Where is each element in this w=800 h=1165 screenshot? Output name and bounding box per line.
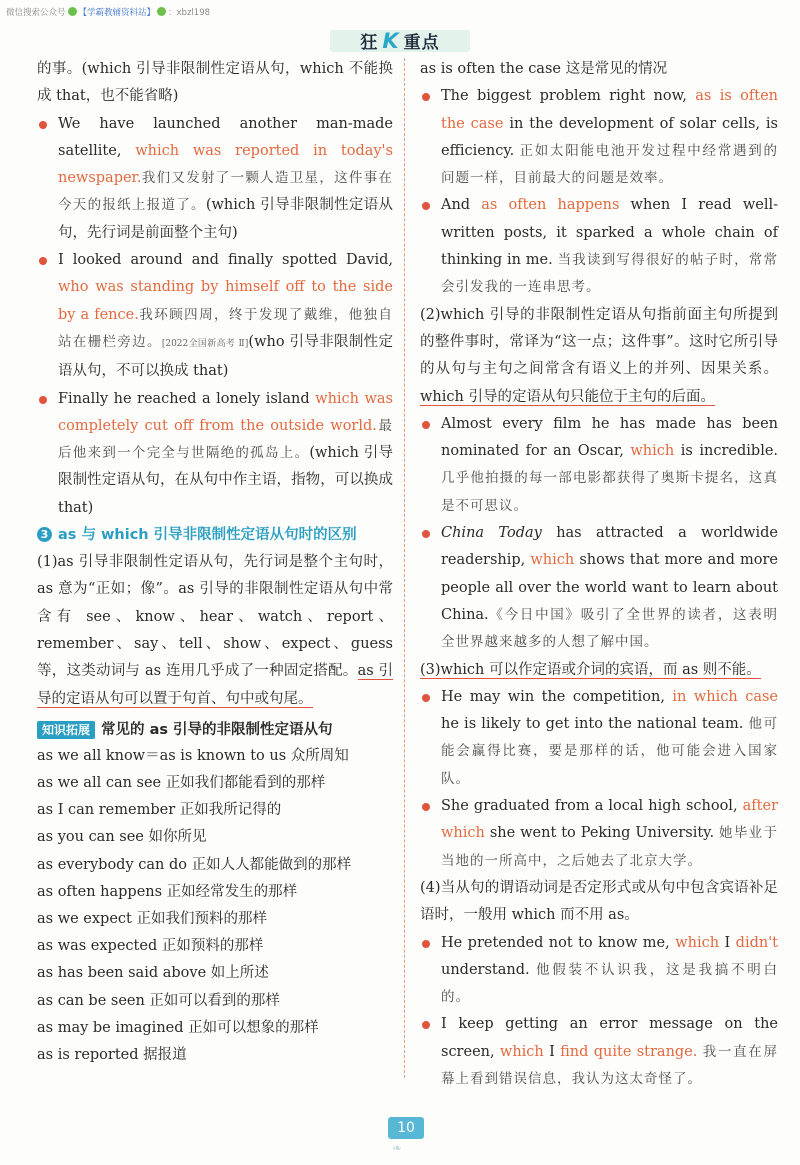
example-english: I keep getting an error message on the screen,: [441, 1016, 778, 1060]
phrase-item: as we expect 正如我们预料的那样: [37, 911, 267, 928]
extension-title: 常见的 as 引导的非限制性定语从句: [101, 721, 333, 738]
example-item: [37, 247, 393, 385]
phrase-item: as may be imagined 正如可以想象的那样: [37, 1019, 319, 1036]
page-header: [0, 26, 800, 54]
example-english: The biggest problem right now,: [441, 88, 687, 105]
example-english: shows that more and more people all over the world want to learn about China.: [441, 552, 779, 623]
phrase-item: as everybody can do 正如人人都能做到的那样: [37, 856, 352, 873]
phrase-list: [37, 743, 393, 1069]
example-english: And: [441, 197, 471, 214]
column-divider: [404, 58, 405, 1078]
section-number: 3: [37, 527, 52, 542]
example-item: [37, 386, 393, 522]
watermark: [6, 6, 210, 18]
example-english: She graduated from a local high school,: [441, 798, 738, 815]
example-english: I looked around and finally spotted David,: [58, 252, 393, 269]
example-translation: 当我读到写得很好的帖子时，常常会引发我的一连串思考。: [441, 252, 779, 296]
example-highlight: which: [530, 552, 575, 569]
phrase-item: as has been said above 如上所述: [37, 965, 269, 982]
example-item: [420, 1011, 778, 1093]
example-english: Finally he reached a lonely island: [58, 390, 310, 407]
rule-text: (2)which 引导的非限制性定语从句指前面主句所提到的整件事时，常译为“这一点；这件事”。这时它所引导的从句与主句之间常含有语义上的并列、因果关系。: [420, 306, 778, 378]
section-heading: [37, 522, 393, 549]
example-note: (which 引导非限制性定语从句，先行词是前面整个主句): [58, 197, 394, 241]
example-highlight: as is often the case: [441, 88, 778, 132]
example-item: [420, 83, 778, 192]
example-translation: 几乎他拍摄的每一部电影都获得了奥斯卡提名，这真是不可思议。: [441, 470, 778, 514]
example-english: when I read well-written posts, it sparked a whole chain of thinking in me.: [441, 197, 778, 269]
example-english: I: [549, 1043, 555, 1060]
example-translation: 我环顾四周，终于发现了戴维，他独自站在栅栏旁边。: [58, 306, 394, 350]
example-english: is incredible.: [680, 443, 779, 460]
example-item: [420, 411, 778, 520]
right-column: [420, 56, 778, 1093]
rule-emphasis: which 引导的定语从句只能位于主句的后面。: [420, 388, 715, 405]
header-right: 重点: [403, 33, 440, 53]
example-translation: 我们又发射了一颗人造卫星，这件事在今天的报纸上报道了。: [58, 170, 393, 214]
phrase-item: as you can see 如你所见: [37, 829, 207, 846]
continued-text: 的事。(which 引导非限制性定语从句，which 不能换成 that，也不能省略): [37, 61, 393, 105]
rule-paragraph: [37, 549, 393, 713]
watermark-account: 微信搜索公众号: [6, 8, 66, 18]
example-item: [420, 192, 778, 301]
exam-source: [2022全国新高考 Ⅱ]: [161, 338, 249, 349]
example-english: He pretended not to know me,: [441, 934, 670, 951]
example-highlight: as often happens: [481, 197, 620, 214]
example-english: I: [724, 934, 731, 951]
left-column: [37, 56, 393, 1069]
wechat-icon: [68, 7, 77, 16]
phrase-item: as I can remember 正如我所记得的: [37, 802, 282, 819]
phrase-item: as is often the case 这是常见的情况: [420, 61, 668, 77]
phrase-item: as is reported 据报道: [37, 1047, 187, 1064]
example-item: [420, 793, 778, 875]
example-english: in the development of solar cells, is efficiency.: [441, 115, 778, 159]
example-note: (who 引导非限制性定语从句，不可以换成 that): [58, 333, 394, 380]
rule-emphasis: as 引导的定语从句可以置于句首、句中或句尾。: [37, 663, 393, 707]
rule-text: (1)as 引导非限制性定语从句，先行词是整个主句时，as 意为“正如；像”。as 引导的非限制性定语从句中常含有 see、know、hear、watch、report、remember、say、tell、show、expect、guess 等，这类动词与 as 连用几乎成了一种固定搭配。: [37, 554, 393, 680]
phrase-item: as we all know＝as is known to us 众所周知: [37, 747, 349, 764]
example-highlight: which was completely cut off from the outside world.: [58, 390, 393, 434]
wechat-icon: [157, 7, 166, 16]
example-item: [420, 684, 778, 793]
example-translation: 最后他来到一个完全与世隔绝的孤岛上。: [58, 417, 393, 462]
example-item: [37, 111, 393, 247]
watermark-brand: 【学霸教辅资料站】: [78, 8, 156, 18]
example-highlight: find quite strange.: [560, 1043, 698, 1060]
rule-emphasis: (3)which 可以作定语或介词的宾语，而 as 则不能。: [420, 661, 761, 678]
example-highlight: who was standing by himself off to the side by a fence.: [58, 279, 393, 323]
phrase-item: as often happens 正如经常发生的那样: [37, 883, 298, 900]
example-english: she went to Peking University.: [489, 825, 715, 842]
example-translation: 我一直在屏幕上看到错误信息，我认为这太奇怪了。: [441, 1043, 779, 1087]
example-highlight: which was reported in today's newspaper.: [58, 142, 393, 187]
rule-paragraph: [420, 302, 778, 411]
example-highlight: which: [499, 1043, 544, 1060]
bird-icon: ❧: [392, 1141, 403, 1155]
example-highlight: didn't: [735, 934, 779, 951]
section-title: as 与 which 引导非限制性定语从句时的区别: [58, 527, 357, 544]
book-title: China Today: [441, 525, 542, 542]
example-english: has attracted a worldwide readership,: [441, 525, 778, 569]
example-translation: 他假装不认识我，这是我搞不明白的。: [441, 961, 779, 1006]
example-highlight: which: [630, 443, 675, 460]
phrase-item: as was expected 正如预料的那样: [37, 938, 264, 955]
example-highlight: in which case: [672, 688, 778, 705]
extension-tag: 知识拓展: [37, 721, 95, 739]
example-translation: 她毕业于当地的一所高中，之后她去了北京大学。: [441, 825, 779, 869]
phrase-item: as we all can see 正如我们都能看到的那样: [37, 775, 326, 792]
example-note: (which 引导限制性定语从句，在从句中作主语，指物，可以换成 that): [58, 445, 393, 516]
example-translation: 《今日中国》吸引了全世界的读者，这表明全世界越来越多的人想了解中国。: [441, 606, 778, 651]
watermark-wechat-id: ：xbzl198: [168, 8, 211, 18]
example-highlight: after which: [441, 798, 779, 842]
example-translation: 他可能会赢得比赛，要是那样的话，他可能会进入国家队。: [441, 716, 778, 787]
example-translation: 正如太阳能电池开发过程中经常遇到的问题一样，目前最大的问题是效率。: [441, 142, 779, 187]
rule-paragraph: [420, 657, 778, 684]
example-item: [420, 520, 778, 656]
header-left: 狂: [360, 33, 379, 53]
example-english: understand.: [441, 961, 530, 978]
extension-heading: [37, 717, 393, 743]
example-english: We have launched another man-made satellite,: [58, 115, 393, 159]
example-item: [420, 930, 778, 1012]
phrase-item: as can be seen 正如可以看到的那样: [37, 992, 280, 1009]
rule-paragraph: (4)当从句的谓语动词是否定形式或从句中包含宾语补足语时，一般用 which 而不用 as。: [420, 879, 778, 924]
example-english: He may win the competition,: [441, 688, 665, 705]
example-english: he is likely to get into the national team.: [441, 716, 744, 733]
header-banner: [330, 30, 470, 52]
header-logo-k: K: [382, 29, 400, 53]
example-english: Almost every film he has made has been nominated for an Oscar,: [441, 415, 778, 460]
example-highlight: which: [675, 934, 720, 951]
page-number: 10: [388, 1117, 424, 1139]
